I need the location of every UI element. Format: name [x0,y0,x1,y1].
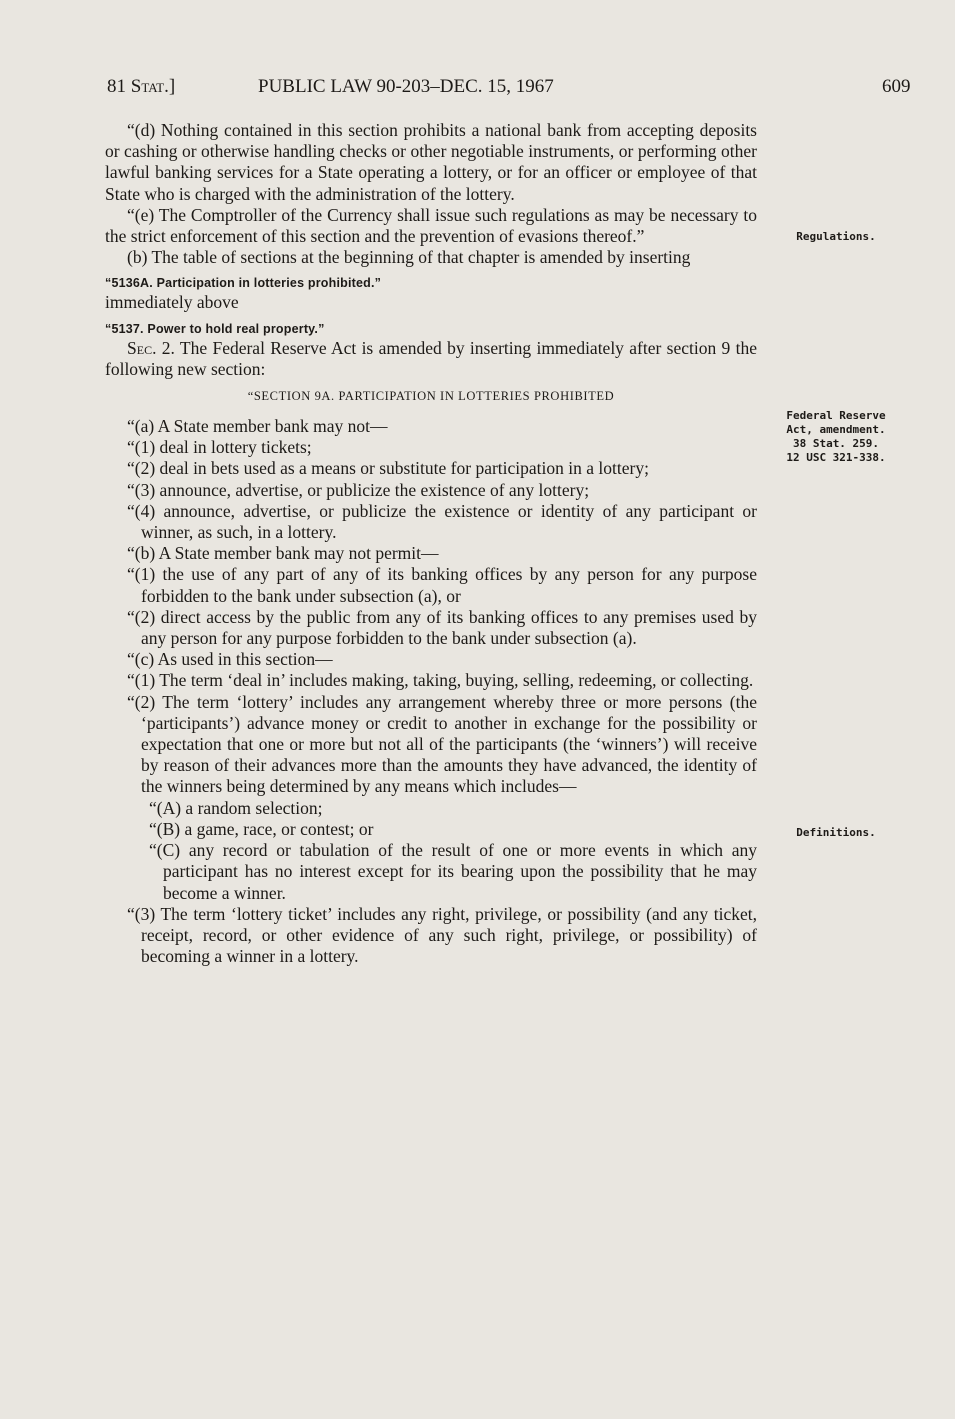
clause-a2: “(2) deal in bets used as a means or substitute for participation in a lottery; [127,458,649,479]
margin-note-regulations: Regulations. [796,230,876,243]
margin-note-line: 38 Stat. 259. [792,437,880,450]
paragraph-d: “(d) Nothing contained in this section prohibits a national bank from accepting deposits or cashing or otherwise handling checks or other negotiable instruments, or performing other lawful banking services for a State operating a lottery, or for an officer or employee of that State who is charged with the administration of the lottery. [105,120,757,204]
clause-a4: “(4) announce, advertise, or publicize the existence or identity of any participant or winner, as such, in a lottery. [127,500,757,543]
immediately-above: immediately above [105,292,239,313]
page-number: 609 [882,76,911,97]
clause-cA: “(A) a random selection; [149,797,323,818]
section-2 [105,338,757,380]
clause-b2: “(2) direct access by the public from any of its banking offices to any premises used by any person for any purpose forbidden to the bank under subsection (a). [127,606,757,649]
main-text [105,120,757,967]
clause-c2: “(2) The term ‘lottery’ includes any arrangement whereby three or more persons (the ‘participants’) advance money or credit to another in exchange for the possibility or expectation that one or more but not all of the participants (the ‘winners’) will receive by reason of their advances more than the amounts they have advanced, the identity of the winners being determined by any means which includes— [127,691,757,797]
clause-a1: “(1) deal in lottery tickets; [127,437,312,458]
margin-note-line: Act, amendment. [786,423,886,436]
subsection-c-intro: “(c) As used in this section— [127,649,333,670]
margin-note-line: 12 USC 321-338. [786,451,886,464]
section-2-label: Sec. 2. [127,337,175,358]
subsection-b-intro: “(b) A State member bank may not permit— [127,543,439,564]
margin-note-definitions: Definitions. [796,826,876,839]
clause-cC: “(C) any record or tabulation of the result of one or more events in which any participant has no interest except for its bearing upon the possibility that he may become a winner. [149,840,757,903]
subsection-a-intro: “(a) A State member bank may not— [127,416,388,437]
section-9a-heading: “SECTION 9A. PARTICIPATION IN LOTTERIES PROHIBITED [247,389,615,404]
margin-note-line: Federal Reserve [786,409,886,422]
table-entry-5137: “5137. Power to hold real property.” [105,321,325,336]
statute-reference: 81 Stat.] [107,76,176,97]
clause-a3: “(3) announce, advertise, or publicize the existence of any lottery; [127,479,590,500]
paragraph-b-table: (b) The table of sections at the beginning of that chapter is amended by inserting [127,247,691,268]
clause-b1: “(1) the use of any part of any of its banking offices by any person for any purpose forbidden to the bank under subsection (a), or [127,564,757,606]
page-title: PUBLIC LAW 90-203–DEC. 15, 1967 [258,76,554,97]
table-entry-5136a: “5136A. Participation in lotteries prohibited.” [105,276,382,291]
margin-note-federal-reserve [766,409,906,465]
clause-c1: “(1) The term ‘deal in’ includes making, taking, buying, selling, redeeming, or collecting. [127,670,754,691]
clause-cB: “(B) a game, race, or contest; or [149,818,374,839]
paragraph-e: “(e) The Comptroller of the Currency shall issue such regulations as may be necessary to the strict enforcement of this section and the prevention of evasions thereof.” [105,204,757,247]
clause-c3: “(3) The term ‘lottery ticket’ includes any right, privilege, or possibility (and any ticket, receipt, record, or other evidence of any such right, privilege, or possibility) of becoming a winner in a lottery. [127,903,757,967]
section-2-text: The Federal Reserve Act is amended by inserting immediately after section 9 the following new section: [105,337,757,379]
